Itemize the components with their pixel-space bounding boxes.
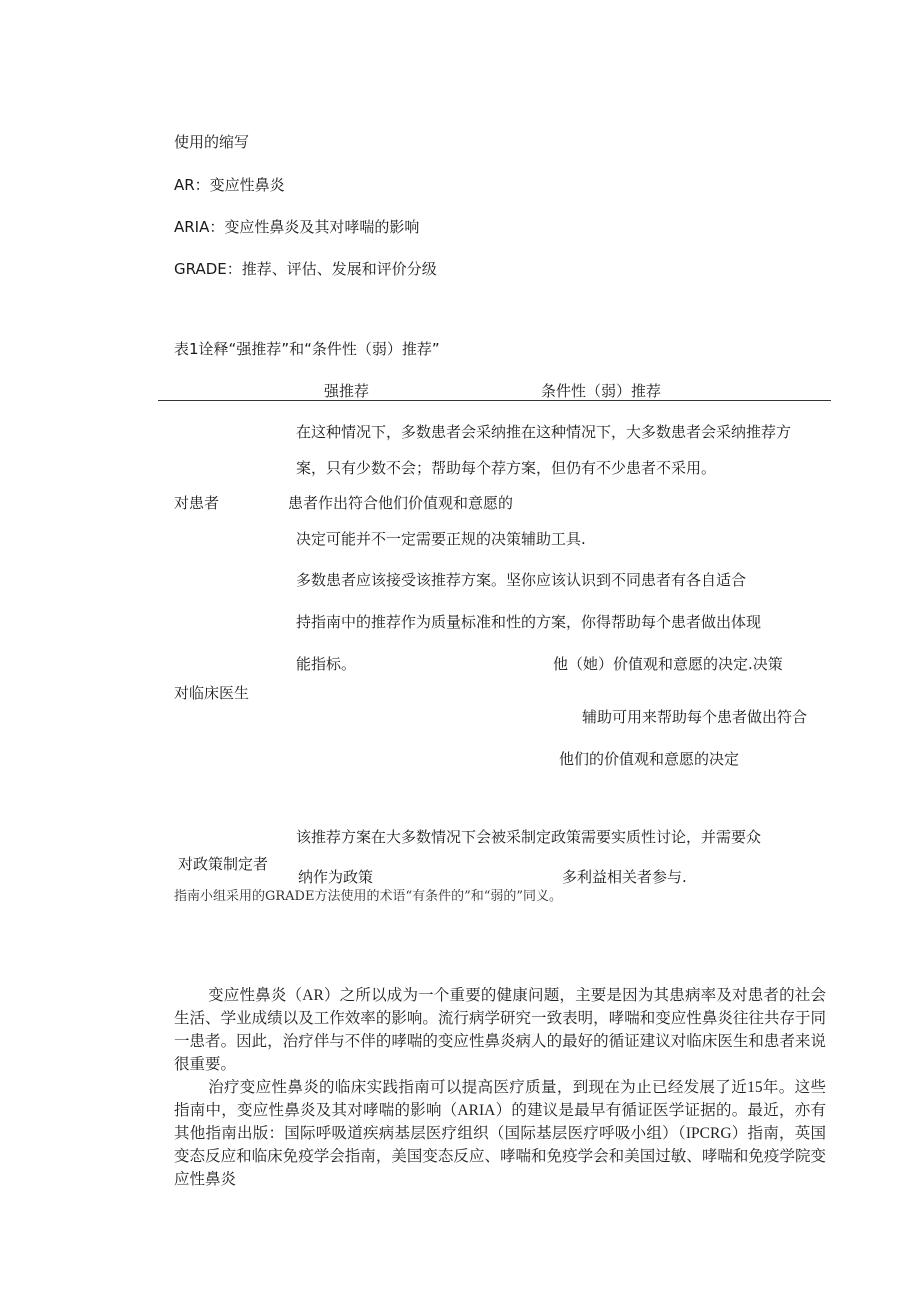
table-footnote: 指南小组采用的GRADE方法使用的术语“有条件的”和“弱的”同义。 bbox=[174, 889, 563, 904]
table-caption: 表1诠释“强推荐”和“条件性（弱）推荐” bbox=[174, 340, 440, 358]
patients-line-3: 患者作出符合他们价值观和意愿的 bbox=[288, 494, 514, 512]
row-label-clinicians: 对临床医生 bbox=[174, 684, 250, 702]
patients-line-4: 决定可能并不一定需要正规的决策辅助工具. bbox=[296, 530, 586, 548]
clinicians-line-3: 能指标。 bbox=[296, 655, 357, 673]
body-paragraph-2: 治疗变应性鼻炎的临床实践指南可以提高医疗质量，到现在为止已经发展了近15年。这些指南中，变应性鼻炎及其对哮喘的影响（ARIA）的建议是最早有循证医学证据的。最近，亦有其他指南出版：国际呼吸道疾病基层医疗组织（国际基层医疗呼吸小组）（IPCRG）指南，英国变态反应和临床免疫学会指南，美国变态反应、哮喘和免疫学会和美国过敏、哮喘和免疫学院变应性鼻炎 bbox=[174, 1079, 826, 1188]
patients-line-2: 案，只有少数不会；帮助每个荐方案，但仍有不少患者不采用。 bbox=[296, 459, 717, 477]
abbreviation-aria: ARIA：变应性鼻炎及其对哮喘的影响 bbox=[174, 218, 420, 236]
patients-line-1: 在这种情况下，多数患者会采纳推在这种情况下，大多数患者会采纳推荐方 bbox=[296, 423, 792, 441]
policymakers-line-3: 多利益相关者参与. bbox=[562, 868, 687, 886]
column-header-strong: 强推荐 bbox=[324, 382, 370, 400]
abbreviation-grade: GRADE：推荐、评估、发展和评价分级 bbox=[174, 260, 437, 278]
body-text bbox=[174, 984, 826, 1191]
abbreviation-ar: AR：变应性鼻炎 bbox=[174, 176, 285, 194]
column-header-conditional: 条件性（弱）推荐 bbox=[541, 382, 662, 400]
policymakers-line-1: 该推荐方案在大多数情况下会被采制定政策需要实质性讨论，并需要众 bbox=[296, 828, 762, 846]
abbreviations-heading: 使用的缩写 bbox=[174, 133, 250, 151]
row-label-policymakers: 对政策制定者 bbox=[178, 855, 269, 873]
clinicians-line-5: 辅助可用来帮助每个患者做出符合 bbox=[582, 708, 808, 726]
table-header-rule bbox=[158, 400, 831, 401]
clinicians-line-1: 多数患者应该接受该推荐方案。坚你应该认识到不同患者有各自适合 bbox=[296, 571, 747, 589]
clinicians-line-6: 他们的价值观和意愿的决定 bbox=[559, 750, 740, 768]
clinicians-line-4: 他（她）价值观和意愿的决定.决策 bbox=[553, 655, 783, 673]
clinicians-line-2: 持指南中的推荐作为质量标准和性的方案，你得帮助每个患者做出体现 bbox=[296, 613, 762, 631]
policymakers-line-2: 纳作为政策 bbox=[298, 868, 374, 886]
row-label-patients: 对患者 bbox=[174, 494, 220, 512]
body-paragraph-1: 变应性鼻炎（AR）之所以成为一个重要的健康问题，主要是因为其患病率及对患者的社会生活、学业成绩以及工作效率的影响。流行病学研究一致表明，哮喘和变应性鼻炎往往共存于同一患者。因此，治疗伴与不伴的哮喘的变应性鼻炎病人的最好的循证建议对临床医生和患者来说很重要。 bbox=[174, 987, 826, 1073]
